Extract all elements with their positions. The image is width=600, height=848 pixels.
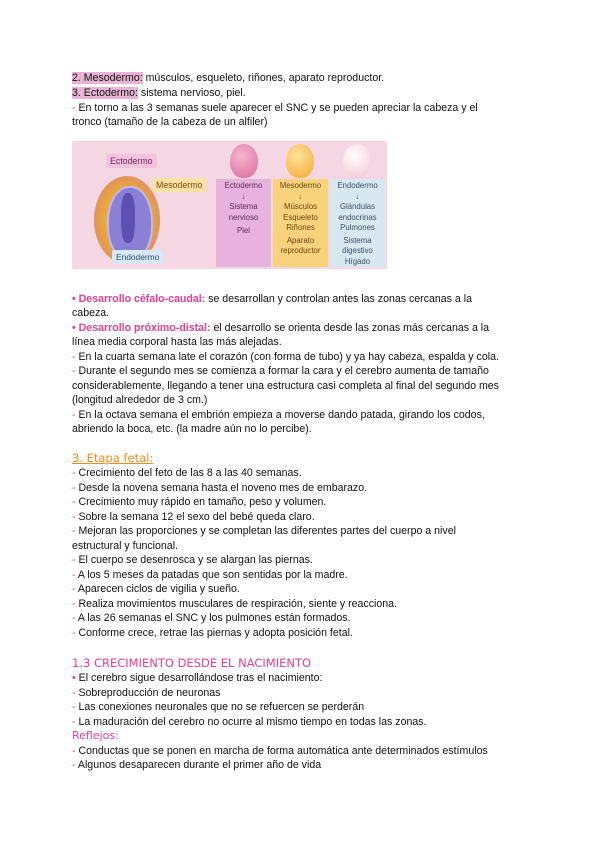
fetal-item [72, 568, 348, 583]
embryo-core-illustration [121, 193, 135, 243]
card-title: Ectodermo [224, 181, 263, 190]
snc-text-cont: tronco (tamaño de la cabeza de un alfiler) [72, 116, 268, 128]
dash: - [72, 482, 76, 494]
mesodermo-text: músculos, esqueleto, riñones, aparato reproductor. [142, 72, 385, 84]
reflejos-line [72, 744, 488, 759]
label-ectodermo: Ectodermo [106, 154, 157, 168]
dash: - [72, 554, 76, 566]
dash: - [72, 716, 76, 728]
dash: - [72, 525, 76, 537]
reflejos-heading: Reflejos: [72, 729, 119, 742]
dev-item-text: considerablemente, llegando a tener una estructura casi completa al final del segundo mes [72, 380, 499, 392]
card-item: reproductor [280, 246, 321, 255]
dash: - [72, 496, 76, 508]
card-item: Sistema [229, 202, 258, 211]
dash: - [72, 598, 76, 610]
fetal-item-text: Crecimiento del feto de las 8 a las 40 semanas. [75, 467, 302, 479]
dash: - [72, 583, 76, 595]
dash: - [72, 351, 76, 363]
fetal-item [72, 524, 456, 539]
fetal-item-text: El cuerpo se desenrosca y se alargan las piernas. [75, 554, 313, 566]
snc-line [72, 101, 478, 116]
label-endodermo: Endodermo [112, 250, 163, 264]
card-item: Glándulas [339, 202, 376, 211]
reflejos-line [72, 758, 321, 773]
dash: - [72, 569, 76, 581]
ectodermo-label: 3. Ectodermo: [72, 87, 138, 99]
fetal-item [72, 466, 302, 481]
dash: - [72, 687, 76, 699]
fetal-item [72, 510, 315, 525]
dev-item-1 [72, 350, 499, 365]
birth-line [72, 671, 322, 686]
card-item: Piel [236, 226, 250, 235]
card-item: Hígado [344, 256, 371, 266]
fetal-item [72, 553, 313, 568]
fetal-item [72, 626, 353, 641]
fetus-image-yellow [286, 144, 314, 178]
birth-line [72, 715, 427, 730]
card-title: Endodermo [337, 181, 378, 190]
proximo-text: el desarrollo se orienta desde las zonas más cercanas a la [210, 322, 490, 334]
dash: - [72, 612, 76, 624]
dev-item-text: Durante el segundo mes se comienza a formar la cara y el cerebro aumenta de tamaño [75, 365, 489, 377]
dash: - [72, 467, 76, 479]
fetal-item [72, 495, 326, 510]
cefalo-text-cont: cabeza. [72, 307, 110, 319]
fetal-item-text: Sobre la semana 12 el sexo del bebé queda claro. [75, 511, 315, 523]
card-item: Pulmones [340, 223, 375, 232]
snc-text: En torno a las 3 semanas suele aparecer el SNC y se pueden apreciar la cabeza y el [75, 102, 478, 114]
dev-item-2c [72, 393, 207, 408]
birth-line [72, 700, 364, 715]
fetal-item-cont [72, 539, 178, 554]
fetal-item-text: Conforme crece, retrae las piernas y adopta posición fetal. [75, 627, 353, 639]
card-item: Sistema [343, 235, 372, 245]
arrow-down: ↓ [298, 191, 303, 201]
dash: - [72, 759, 76, 771]
fetal-item-text: Aparecen ciclos de vigilia y sueño. [75, 583, 240, 595]
proximo-line [72, 321, 489, 336]
proximo-label: • Desarrollo próximo-distal: [72, 322, 211, 334]
dash: - [72, 365, 76, 377]
dev-item-text: (longitud alrededor de 3 cm.) [72, 394, 208, 406]
card-title: Mesodermo [279, 181, 322, 190]
fetus-image-blue [343, 144, 371, 178]
birth-text: El cerebro sigue desarrollándose tras el nacimiento: [75, 672, 323, 684]
fetal-item-text: A los 5 meses da patadas que son sentidas por la madre. [75, 569, 348, 581]
card-item: Músculos [284, 202, 317, 211]
germ-layers-figure [72, 141, 387, 269]
fetus-image-pink [230, 144, 258, 178]
dev-item-text: En la cuarta semana late el corazón (con forma de tubo) y ya hay cabeza, espalda y cola. [75, 351, 499, 363]
fetal-item-text: Realiza movimientos musculares de respiración, siente y reacciona. [75, 598, 398, 610]
dev-item-3 [72, 408, 485, 423]
fetal-item-text: Crecimiento muy rápido en tamaño, peso y volumen. [75, 496, 327, 508]
bullet: • [72, 672, 76, 684]
dash: - [72, 409, 76, 421]
dash: - [72, 102, 76, 114]
card-mesodermo [273, 179, 328, 267]
card-item: Esqueleto [283, 212, 318, 222]
birth-heading: 1.3 CRECIMIENTO DESDE EL NACIMIENTO [72, 656, 312, 670]
fetal-item [72, 597, 397, 612]
dash: - [72, 511, 76, 523]
mesodermo-label: 2. Mesodermo: [72, 72, 143, 84]
fetal-item-text: Mejoran las proporciones y se completan las diferentes partes del cuerpo a nivel [75, 525, 456, 537]
fetal-item [72, 582, 240, 597]
fetal-item-text: estructural y funcional. [72, 540, 178, 552]
birth-text: La maduración del cerebro no ocurre al mismo tiempo en todas las zonas. [75, 716, 427, 728]
card-item: digestivo [342, 246, 373, 255]
arrow-down: ↓ [355, 191, 360, 201]
ectodermo-line [72, 86, 246, 101]
dash: - [72, 701, 76, 713]
birth-line [72, 686, 220, 701]
ectodermo-text: sistema nervioso, piel. [137, 87, 246, 99]
fetal-heading: 3. Etapa fetal: [72, 451, 154, 465]
dev-item-2 [72, 364, 489, 379]
card-item: endocrinas [338, 212, 377, 222]
cefalo-cont [72, 306, 109, 321]
dev-item-3b [72, 422, 312, 437]
card-item: Riñones [286, 223, 315, 232]
cefalo-text: se desarrollan y controlan antes las zonas cercanas a la [205, 293, 472, 305]
cefalo-line [72, 292, 472, 307]
mesodermo-line [72, 71, 384, 86]
reflejos-text: Conductas que se ponen en marcha de forma automática ante determinados estímulos [75, 745, 488, 757]
card-endodermo [330, 179, 385, 267]
label-mesodermo: Mesodermo [152, 178, 206, 192]
reflejos-text: Algunos desaparecen durante el primer año de vida [75, 759, 322, 771]
proximo-text-cont: línea media corporal hasta las más alejadas. [72, 336, 282, 348]
dash: - [72, 745, 76, 757]
dev-item-text: abriendo la boca, etc. (la madre aún no lo percibe). [72, 423, 312, 435]
arrow-down: ↓ [241, 191, 246, 201]
fetal-item-text: Desde la novena semana hasta el noveno mes de embarazo. [75, 482, 368, 494]
fetal-item-text: A las 26 semanas el SNC y los pulmones están formados. [75, 612, 351, 624]
card-ectodermo [216, 179, 271, 267]
fetal-item [72, 481, 367, 496]
card-item: Aparato [286, 235, 315, 245]
fetal-item [72, 611, 351, 626]
proximo-cont [72, 335, 282, 350]
birth-text: Sobreproducción de neuronas [75, 687, 221, 699]
dev-item-text: En la octava semana el embrión empieza a moverse dando patada, girando los codos, [75, 409, 485, 421]
dash: - [72, 627, 76, 639]
birth-text: Las conexiones neuronales que no se refuercen se perderán [75, 701, 365, 713]
snc-line-cont [72, 115, 268, 130]
dev-item-2b [72, 379, 499, 394]
cefalo-label: • Desarrollo céfalo-caudal: [72, 293, 206, 305]
card-item: nervioso [228, 212, 259, 222]
